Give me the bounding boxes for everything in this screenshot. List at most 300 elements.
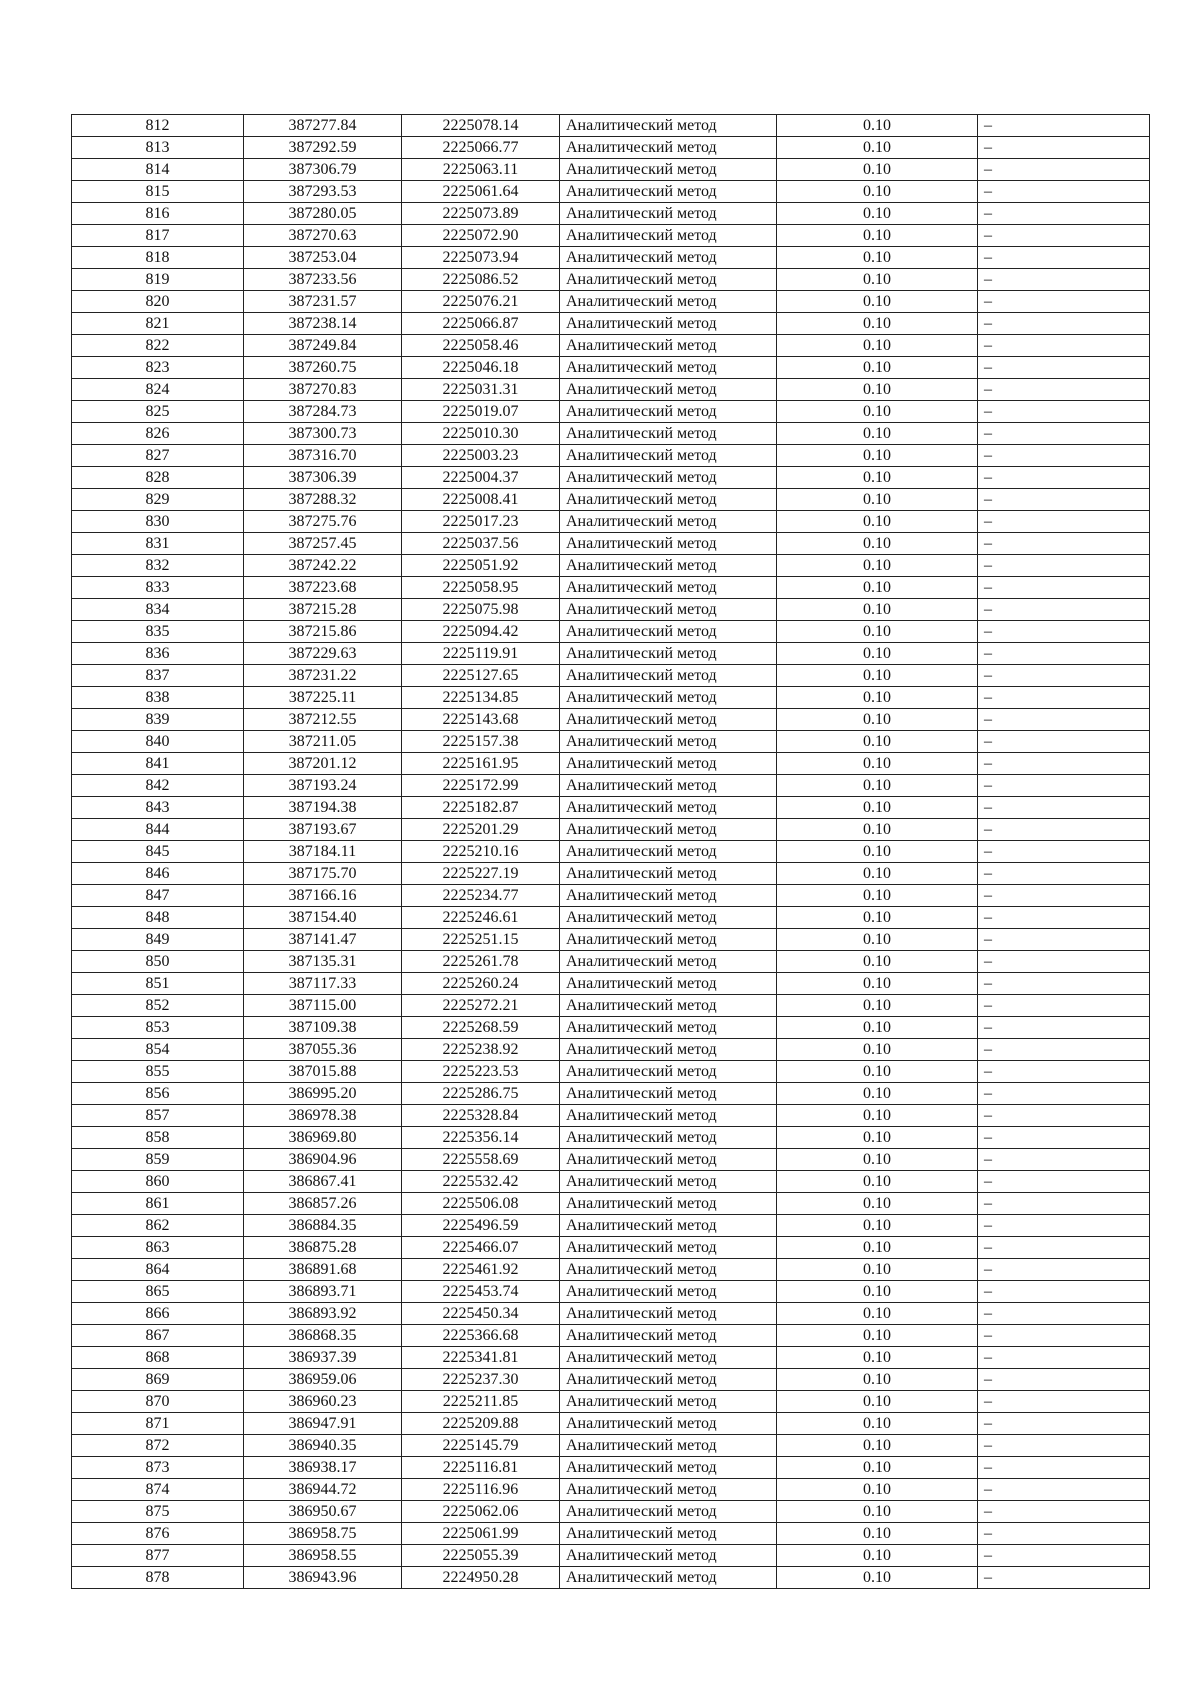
accuracy-cell: 0.10 [777,489,978,511]
x-coordinate-cell: 386969.80 [244,1127,402,1149]
point-number-cell: 829 [72,489,244,511]
method-cell: Аналитический метод [560,577,777,599]
table-row [72,863,1150,885]
y-coordinate-cell: 2225251.15 [402,929,560,951]
x-coordinate-cell: 387306.79 [244,159,402,181]
description-cell: – [978,1479,1150,1501]
y-coordinate-cell: 2225051.92 [402,555,560,577]
description-cell: – [978,775,1150,797]
table-row [72,1545,1150,1567]
x-coordinate-cell: 387242.22 [244,555,402,577]
table-row [72,665,1150,687]
accuracy-cell: 0.10 [777,357,978,379]
table-row [72,775,1150,797]
point-number-cell: 845 [72,841,244,863]
method-cell: Аналитический метод [560,511,777,533]
x-coordinate-cell: 387253.04 [244,247,402,269]
method-cell: Аналитический метод [560,973,777,995]
x-coordinate-cell: 386875.28 [244,1237,402,1259]
table-row [72,1083,1150,1105]
description-cell: – [978,115,1150,137]
y-coordinate-cell: 2225268.59 [402,1017,560,1039]
table-row [72,1193,1150,1215]
x-coordinate-cell: 386893.71 [244,1281,402,1303]
method-cell: Аналитический метод [560,1259,777,1281]
method-cell: Аналитический метод [560,467,777,489]
description-cell: – [978,1149,1150,1171]
y-coordinate-cell: 2225061.64 [402,181,560,203]
y-coordinate-cell: 2225506.08 [402,1193,560,1215]
description-cell: – [978,1391,1150,1413]
accuracy-cell: 0.10 [777,885,978,907]
accuracy-cell: 0.10 [777,247,978,269]
table-row [72,1259,1150,1281]
method-cell: Аналитический метод [560,1237,777,1259]
y-coordinate-cell: 2225037.56 [402,533,560,555]
accuracy-cell: 0.10 [777,907,978,929]
description-cell: – [978,423,1150,445]
point-number-cell: 853 [72,1017,244,1039]
table-row [72,291,1150,313]
y-coordinate-cell: 2225356.14 [402,1127,560,1149]
x-coordinate-cell: 387231.22 [244,665,402,687]
y-coordinate-cell: 2225061.99 [402,1523,560,1545]
point-number-cell: 819 [72,269,244,291]
method-cell: Аналитический метод [560,621,777,643]
accuracy-cell: 0.10 [777,1479,978,1501]
method-cell: Аналитический метод [560,1215,777,1237]
table-row [72,137,1150,159]
table-row [72,995,1150,1017]
description-cell: – [978,907,1150,929]
point-number-cell: 876 [72,1523,244,1545]
table-row [72,115,1150,137]
y-coordinate-cell: 2225238.92 [402,1039,560,1061]
point-number-cell: 818 [72,247,244,269]
x-coordinate-cell: 386867.41 [244,1171,402,1193]
x-coordinate-cell: 386960.23 [244,1391,402,1413]
point-number-cell: 828 [72,467,244,489]
accuracy-cell: 0.10 [777,621,978,643]
method-cell: Аналитический метод [560,357,777,379]
x-coordinate-cell: 386857.26 [244,1193,402,1215]
y-coordinate-cell: 2225450.34 [402,1303,560,1325]
point-number-cell: 824 [72,379,244,401]
point-number-cell: 852 [72,995,244,1017]
point-number-cell: 833 [72,577,244,599]
method-cell: Аналитический метод [560,1017,777,1039]
y-coordinate-cell: 2225004.37 [402,467,560,489]
table-row [72,247,1150,269]
accuracy-cell: 0.10 [777,137,978,159]
accuracy-cell: 0.10 [777,731,978,753]
y-coordinate-cell: 2225234.77 [402,885,560,907]
accuracy-cell: 0.10 [777,1567,978,1589]
table-row [72,797,1150,819]
point-number-cell: 837 [72,665,244,687]
y-coordinate-cell: 2225019.07 [402,401,560,423]
description-cell: – [978,555,1150,577]
y-coordinate-cell: 2225182.87 [402,797,560,819]
description-cell: – [978,841,1150,863]
table-row [72,1149,1150,1171]
x-coordinate-cell: 387223.68 [244,577,402,599]
accuracy-cell: 0.10 [777,1127,978,1149]
x-coordinate-cell: 387306.39 [244,467,402,489]
y-coordinate-cell: 2225078.14 [402,115,560,137]
accuracy-cell: 0.10 [777,159,978,181]
accuracy-cell: 0.10 [777,555,978,577]
table-row [72,1347,1150,1369]
accuracy-cell: 0.10 [777,753,978,775]
y-coordinate-cell: 2225127.65 [402,665,560,687]
table-row [72,467,1150,489]
method-cell: Аналитический метод [560,401,777,423]
x-coordinate-cell: 386943.96 [244,1567,402,1589]
description-cell: – [978,1171,1150,1193]
accuracy-cell: 0.10 [777,1369,978,1391]
x-coordinate-cell: 386884.35 [244,1215,402,1237]
y-coordinate-cell: 2225496.59 [402,1215,560,1237]
accuracy-cell: 0.10 [777,1083,978,1105]
table-row [72,731,1150,753]
x-coordinate-cell: 386947.91 [244,1413,402,1435]
point-number-cell: 846 [72,863,244,885]
accuracy-cell: 0.10 [777,973,978,995]
y-coordinate-cell: 2225062.06 [402,1501,560,1523]
table-row [72,643,1150,665]
table-row [72,929,1150,951]
point-number-cell: 843 [72,797,244,819]
y-coordinate-cell: 2225143.68 [402,709,560,731]
x-coordinate-cell: 387135.31 [244,951,402,973]
accuracy-cell: 0.10 [777,665,978,687]
y-coordinate-cell: 2225086.52 [402,269,560,291]
accuracy-cell: 0.10 [777,995,978,1017]
table-row [72,1237,1150,1259]
table-row [72,555,1150,577]
method-cell: Аналитический метод [560,489,777,511]
table-row [72,1039,1150,1061]
y-coordinate-cell: 2225010.30 [402,423,560,445]
table-row [72,973,1150,995]
method-cell: Аналитический метод [560,841,777,863]
accuracy-cell: 0.10 [777,1215,978,1237]
x-coordinate-cell: 387211.05 [244,731,402,753]
description-cell: – [978,709,1150,731]
table-row [72,401,1150,423]
x-coordinate-cell: 387231.57 [244,291,402,313]
x-coordinate-cell: 386959.06 [244,1369,402,1391]
table-row [72,1105,1150,1127]
accuracy-cell: 0.10 [777,1281,978,1303]
x-coordinate-cell: 387109.38 [244,1017,402,1039]
x-coordinate-cell: 387193.24 [244,775,402,797]
x-coordinate-cell: 386938.17 [244,1457,402,1479]
accuracy-cell: 0.10 [777,467,978,489]
table-row [72,819,1150,841]
description-cell: – [978,269,1150,291]
accuracy-cell: 0.10 [777,599,978,621]
description-cell: – [978,1545,1150,1567]
accuracy-cell: 0.10 [777,709,978,731]
point-number-cell: 822 [72,335,244,357]
y-coordinate-cell: 2225227.19 [402,863,560,885]
description-cell: – [978,467,1150,489]
method-cell: Аналитический метод [560,1325,777,1347]
point-number-cell: 873 [72,1457,244,1479]
point-number-cell: 862 [72,1215,244,1237]
method-cell: Аналитический метод [560,247,777,269]
description-cell: – [978,335,1150,357]
y-coordinate-cell: 2225094.42 [402,621,560,643]
y-coordinate-cell: 2225076.21 [402,291,560,313]
x-coordinate-cell: 387275.76 [244,511,402,533]
x-coordinate-cell: 386958.75 [244,1523,402,1545]
method-cell: Аналитический метод [560,775,777,797]
description-cell: – [978,577,1150,599]
accuracy-cell: 0.10 [777,379,978,401]
description-cell: – [978,731,1150,753]
accuracy-cell: 0.10 [777,1391,978,1413]
x-coordinate-cell: 387194.38 [244,797,402,819]
y-coordinate-cell: 2225145.79 [402,1435,560,1457]
point-number-cell: 868 [72,1347,244,1369]
method-cell: Аналитический метод [560,555,777,577]
method-cell: Аналитический метод [560,929,777,951]
point-number-cell: 854 [72,1039,244,1061]
table-row [72,1457,1150,1479]
description-cell: – [978,379,1150,401]
table-row [72,951,1150,973]
point-number-cell: 842 [72,775,244,797]
table-row [72,709,1150,731]
point-number-cell: 872 [72,1435,244,1457]
table-row [72,1369,1150,1391]
accuracy-cell: 0.10 [777,1149,978,1171]
description-cell: – [978,1083,1150,1105]
accuracy-cell: 0.10 [777,775,978,797]
table-row [72,1215,1150,1237]
method-cell: Аналитический метод [560,1061,777,1083]
description-cell: – [978,951,1150,973]
description-cell: – [978,995,1150,1017]
description-cell: – [978,401,1150,423]
method-cell: Аналитический метод [560,1457,777,1479]
x-coordinate-cell: 387233.56 [244,269,402,291]
x-coordinate-cell: 387260.75 [244,357,402,379]
description-cell: – [978,621,1150,643]
accuracy-cell: 0.10 [777,1193,978,1215]
description-cell: – [978,1127,1150,1149]
point-number-cell: 870 [72,1391,244,1413]
table-row [72,335,1150,357]
accuracy-cell: 0.10 [777,445,978,467]
y-coordinate-cell: 2225261.78 [402,951,560,973]
method-cell: Аналитический метод [560,1039,777,1061]
x-coordinate-cell: 386995.20 [244,1083,402,1105]
point-number-cell: 859 [72,1149,244,1171]
x-coordinate-cell: 387270.83 [244,379,402,401]
y-coordinate-cell: 2225532.42 [402,1171,560,1193]
method-cell: Аналитический метод [560,203,777,225]
accuracy-cell: 0.10 [777,1347,978,1369]
coordinates-table-body [72,115,1150,1589]
method-cell: Аналитический метод [560,907,777,929]
y-coordinate-cell: 2225223.53 [402,1061,560,1083]
point-number-cell: 840 [72,731,244,753]
method-cell: Аналитический метод [560,863,777,885]
description-cell: – [978,1017,1150,1039]
table-row [72,1303,1150,1325]
point-number-cell: 858 [72,1127,244,1149]
y-coordinate-cell: 2225031.31 [402,379,560,401]
description-cell: – [978,1215,1150,1237]
method-cell: Аналитический метод [560,753,777,775]
point-number-cell: 878 [72,1567,244,1589]
method-cell: Аналитический метод [560,885,777,907]
method-cell: Аналитический метод [560,1567,777,1589]
point-number-cell: 855 [72,1061,244,1083]
method-cell: Аналитический метод [560,291,777,313]
description-cell: – [978,533,1150,555]
y-coordinate-cell: 2225116.81 [402,1457,560,1479]
method-cell: Аналитический метод [560,423,777,445]
table-row [72,1567,1150,1589]
description-cell: – [978,247,1150,269]
method-cell: Аналитический метод [560,159,777,181]
y-coordinate-cell: 2225017.23 [402,511,560,533]
y-coordinate-cell: 2225210.16 [402,841,560,863]
table-row [72,445,1150,467]
table-row [72,181,1150,203]
description-cell: – [978,1523,1150,1545]
method-cell: Аналитический метод [560,1369,777,1391]
point-number-cell: 844 [72,819,244,841]
method-cell: Аналитический метод [560,1303,777,1325]
description-cell: – [978,665,1150,687]
description-cell: – [978,291,1150,313]
method-cell: Аналитический метод [560,1171,777,1193]
description-cell: – [978,489,1150,511]
x-coordinate-cell: 387055.36 [244,1039,402,1061]
point-number-cell: 861 [72,1193,244,1215]
accuracy-cell: 0.10 [777,1237,978,1259]
table-row [72,1171,1150,1193]
accuracy-cell: 0.10 [777,863,978,885]
point-number-cell: 866 [72,1303,244,1325]
point-number-cell: 874 [72,1479,244,1501]
method-cell: Аналитический метод [560,181,777,203]
x-coordinate-cell: 387175.70 [244,863,402,885]
point-number-cell: 821 [72,313,244,335]
x-coordinate-cell: 387166.16 [244,885,402,907]
y-coordinate-cell: 2225116.96 [402,1479,560,1501]
y-coordinate-cell: 2225209.88 [402,1413,560,1435]
x-coordinate-cell: 387270.63 [244,225,402,247]
method-cell: Аналитический метод [560,533,777,555]
x-coordinate-cell: 387257.45 [244,533,402,555]
y-coordinate-cell: 2225058.95 [402,577,560,599]
table-row [72,687,1150,709]
table-row [72,1501,1150,1523]
accuracy-cell: 0.10 [777,1061,978,1083]
accuracy-cell: 0.10 [777,929,978,951]
point-number-cell: 841 [72,753,244,775]
accuracy-cell: 0.10 [777,291,978,313]
method-cell: Аналитический метод [560,797,777,819]
description-cell: – [978,687,1150,709]
point-number-cell: 875 [72,1501,244,1523]
accuracy-cell: 0.10 [777,313,978,335]
table-row [72,1523,1150,1545]
point-number-cell: 812 [72,115,244,137]
y-coordinate-cell: 2225072.90 [402,225,560,247]
y-coordinate-cell: 2225272.21 [402,995,560,1017]
accuracy-cell: 0.10 [777,511,978,533]
point-number-cell: 830 [72,511,244,533]
table-row [72,1017,1150,1039]
y-coordinate-cell: 2225466.07 [402,1237,560,1259]
point-number-cell: 860 [72,1171,244,1193]
method-cell: Аналитический метод [560,1281,777,1303]
description-cell: – [978,863,1150,885]
table-row [72,1127,1150,1149]
table-row [72,1413,1150,1435]
accuracy-cell: 0.10 [777,203,978,225]
table-row [72,225,1150,247]
description-cell: – [978,357,1150,379]
y-coordinate-cell: 2225119.91 [402,643,560,665]
y-coordinate-cell: 2225366.68 [402,1325,560,1347]
point-number-cell: 823 [72,357,244,379]
point-number-cell: 827 [72,445,244,467]
accuracy-cell: 0.10 [777,819,978,841]
x-coordinate-cell: 386944.72 [244,1479,402,1501]
description-cell: – [978,1281,1150,1303]
description-cell: – [978,181,1150,203]
point-number-cell: 814 [72,159,244,181]
method-cell: Аналитический метод [560,1435,777,1457]
description-cell: – [978,819,1150,841]
accuracy-cell: 0.10 [777,797,978,819]
description-cell: – [978,1193,1150,1215]
method-cell: Аналитический метод [560,1413,777,1435]
accuracy-cell: 0.10 [777,1105,978,1127]
accuracy-cell: 0.10 [777,1523,978,1545]
table-row [72,1061,1150,1083]
x-coordinate-cell: 387184.11 [244,841,402,863]
accuracy-cell: 0.10 [777,577,978,599]
point-number-cell: 863 [72,1237,244,1259]
x-coordinate-cell: 386940.35 [244,1435,402,1457]
method-cell: Аналитический метод [560,445,777,467]
table-row [72,1325,1150,1347]
table-row [72,621,1150,643]
point-number-cell: 835 [72,621,244,643]
x-coordinate-cell: 386893.92 [244,1303,402,1325]
table-row [72,1435,1150,1457]
table-row [72,907,1150,929]
point-number-cell: 820 [72,291,244,313]
accuracy-cell: 0.10 [777,1501,978,1523]
accuracy-cell: 0.10 [777,1171,978,1193]
accuracy-cell: 0.10 [777,1303,978,1325]
point-number-cell: 867 [72,1325,244,1347]
table-row [72,203,1150,225]
accuracy-cell: 0.10 [777,269,978,291]
accuracy-cell: 0.10 [777,841,978,863]
